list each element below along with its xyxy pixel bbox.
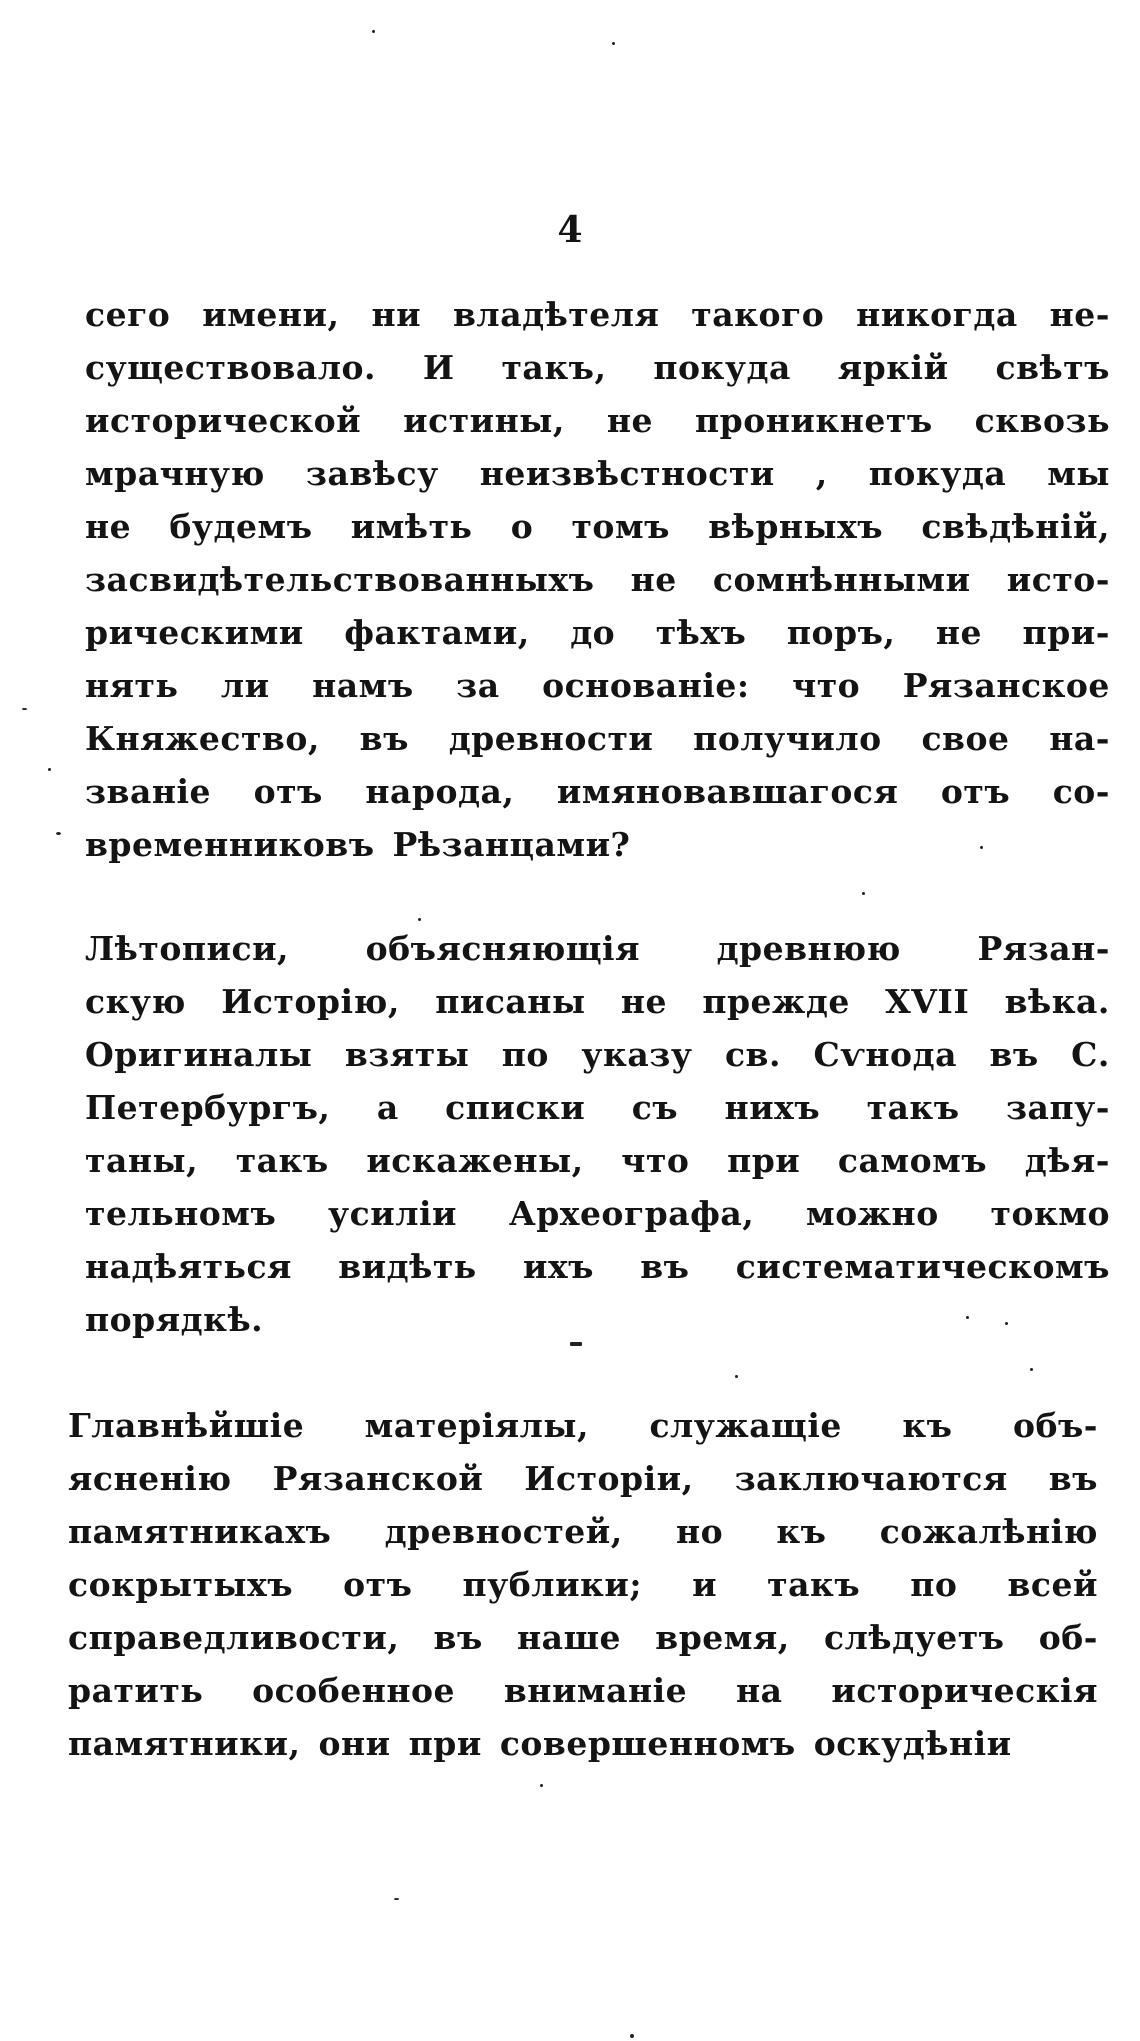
paragraph-3	[68, 1399, 1098, 1770]
scan-speck	[48, 768, 51, 771]
text-line: скую Исторію, писаны не прежде XVII вѣка.	[85, 982, 1110, 1021]
text-line: сего имени, ни владѣтеля такого никогда не-	[85, 295, 1110, 334]
scan-speck	[540, 1784, 543, 1787]
text-line: существовало. И такъ, покуда яркій свѣтъ	[85, 348, 1110, 387]
text-line: мрачную завѣсу неизвѣстности , покуда мы	[85, 454, 1110, 493]
scan-speck	[1005, 1322, 1008, 1325]
scan-speck	[418, 918, 421, 921]
scan-speck	[372, 30, 375, 33]
scan-speck	[1030, 1368, 1033, 1371]
text-line: засвидѣтельствованныхъ не сомнѣнными исто-	[85, 560, 1110, 599]
text-line: Княжество, въ древности получило свое на-	[85, 719, 1110, 758]
scan-speck	[394, 1898, 399, 1900]
scan-speck	[966, 1316, 969, 1319]
text-line: не будемъ имѣть о томъ вѣрныхъ свѣдѣній,	[85, 507, 1110, 546]
scan-speck	[56, 832, 61, 835]
text-line: рическими фактами, до тѣхъ поръ, не при-	[85, 613, 1110, 652]
scan-speck	[22, 708, 27, 710]
text-line: ратить особенное вниманіе на историческія	[68, 1671, 1098, 1710]
text-line: порядкѣ.	[85, 1300, 264, 1339]
text-line: ясненію Рязанской Исторіи, заключаются въ	[68, 1459, 1098, 1498]
text-line: Главнѣйшіе матеріялы, служащіе къ объ-	[68, 1406, 1098, 1445]
paragraph-1	[85, 288, 1110, 871]
text-line: временниковъ Рѣзанцами?	[85, 825, 631, 864]
text-line: Оригиналы взяты по указу св. Сѵнода въ С.	[85, 1035, 1110, 1074]
text-line: Лѣтописи, объясняющія древнюю Рязан-	[85, 929, 1110, 968]
text-line: исторической истины, не проникнетъ сквозь	[85, 401, 1110, 440]
page-number: 4	[557, 209, 583, 251]
text-line: памятники, они при совершенномъ оскудѣніи	[68, 1724, 1012, 1763]
text-line: Петербургъ, а списки съ нихъ такъ запу-	[85, 1088, 1110, 1127]
text-line: сокрытыхъ отъ публики; и такъ по всей	[68, 1565, 1098, 1604]
text-line: справедливости, въ наше время, слѣдуетъ об-	[68, 1618, 1098, 1657]
text-line: званіе отъ народа, имяновавшагося отъ со-	[85, 772, 1110, 811]
text-line: таны, такъ искажены, что при самомъ дѣя-	[85, 1141, 1110, 1180]
scan-speck	[735, 1375, 738, 1378]
text-line: надѣяться видѣть ихъ въ систематическомъ	[85, 1247, 1110, 1286]
scan-speck	[630, 2034, 634, 2038]
scan-speck	[612, 42, 615, 45]
paragraph-2	[85, 922, 1110, 1346]
scan-speck	[862, 892, 865, 895]
text-line: памятникахъ древностей, но къ сожалѣнію	[68, 1512, 1098, 1551]
text-line: тельномъ усиліи Археографа, можно токмо	[85, 1194, 1110, 1233]
scan-speck	[980, 846, 983, 849]
text-line: нять ли намъ за основаніе: что Рязанское	[85, 666, 1110, 705]
scan-speck	[570, 1342, 582, 1346]
